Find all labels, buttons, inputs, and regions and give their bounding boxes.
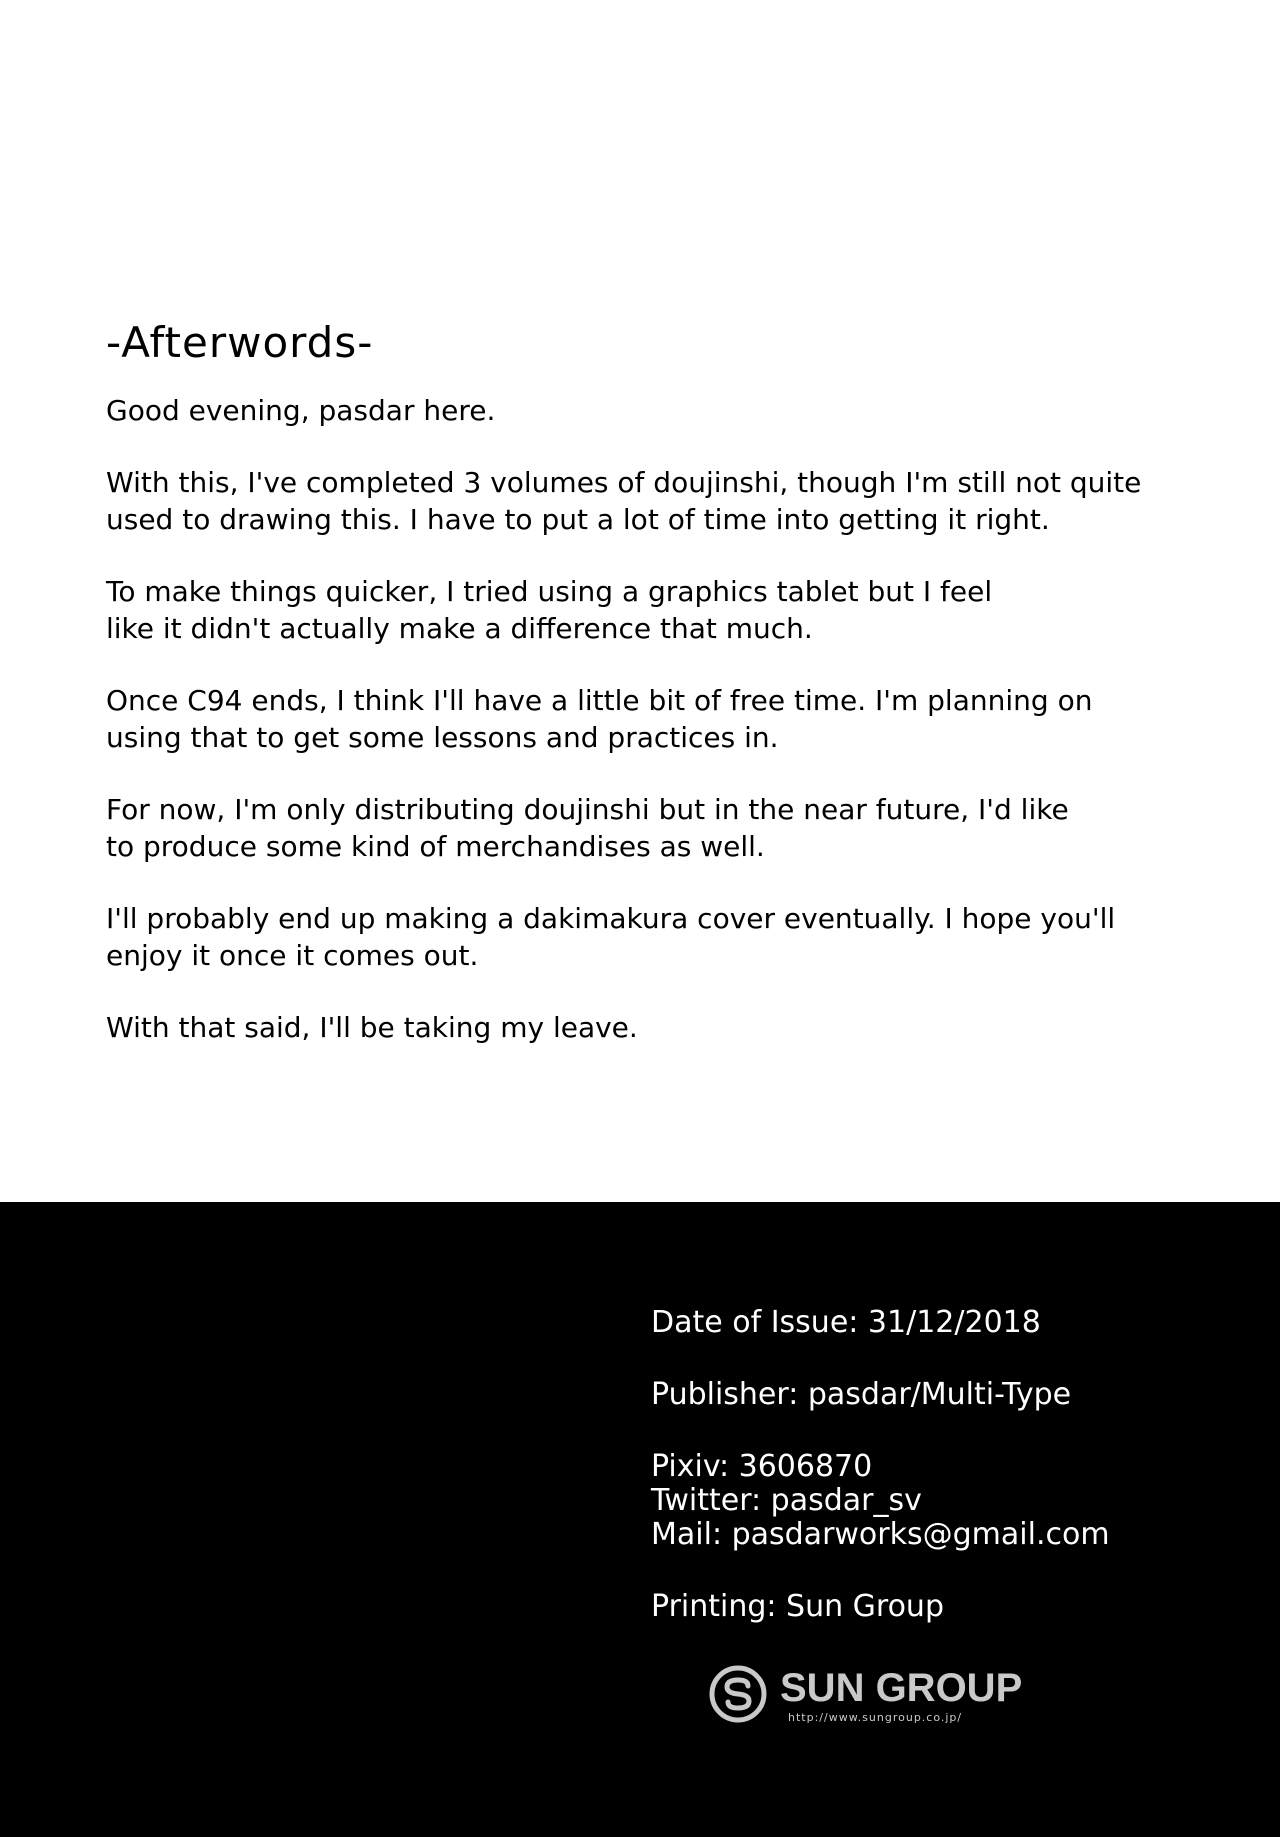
mail-address: Mail: pasdarworks@gmail.com bbox=[651, 1517, 1110, 1552]
paragraph-tablet: To make things quicker, I tried using a graphics tablet but I feel like it didn't actually make a difference that much. bbox=[106, 575, 993, 646]
paragraph-free-time: Once C94 ends, I think I'll have a little bit of free time. I'm planning on using that to get some lessons and practices in. bbox=[106, 684, 1093, 755]
colophon-band bbox=[0, 1202, 1280, 1837]
colophon-publisher-block bbox=[651, 1378, 1211, 1412]
twitter-handle: Twitter: pasdar_sv bbox=[651, 1483, 922, 1518]
colophon-date-block bbox=[651, 1306, 1211, 1340]
sun-group-logo-text: SUN GROUP bbox=[780, 1666, 1023, 1710]
paragraph-merchandise: For now, I'm only distributing doujinshi but in the near future, I'd like to produce some kind of merchandises as well. bbox=[106, 793, 1069, 864]
paragraph-farewell: With that said, I'll be taking my leave. bbox=[106, 1011, 638, 1045]
colophon-contact-block bbox=[651, 1450, 1211, 1552]
date-of-issue: Date of Issue: 31/12/2018 bbox=[651, 1305, 1041, 1340]
paragraph-greeting: Good evening, pasdar here. bbox=[106, 394, 496, 428]
printing: Printing: Sun Group bbox=[651, 1589, 944, 1624]
colophon-printing-block bbox=[651, 1590, 1211, 1624]
afterwords-heading: -Afterwords- bbox=[106, 318, 374, 367]
paragraph-volumes: With this, I've completed 3 volumes of doujinshi, though I'm still not quite used to drawing this. I have to put a lot of time into getting it right. bbox=[106, 466, 1142, 537]
sun-group-logo-icon bbox=[708, 1664, 768, 1724]
sun-group-url: http://www.sungroup.co.jp/ bbox=[788, 1711, 963, 1724]
paragraph-dakimakura: I'll probably end up making a dakimakura cover eventually. I hope you'll enjoy it once it comes out. bbox=[106, 902, 1116, 973]
afterwords-section bbox=[106, 318, 1156, 1081]
sun-group-logo bbox=[708, 1662, 1038, 1732]
publisher: Publisher: pasdar/Multi-Type bbox=[651, 1377, 1072, 1412]
pixiv-id: Pixiv: 3606870 bbox=[651, 1449, 873, 1484]
colophon bbox=[651, 1306, 1211, 1662]
